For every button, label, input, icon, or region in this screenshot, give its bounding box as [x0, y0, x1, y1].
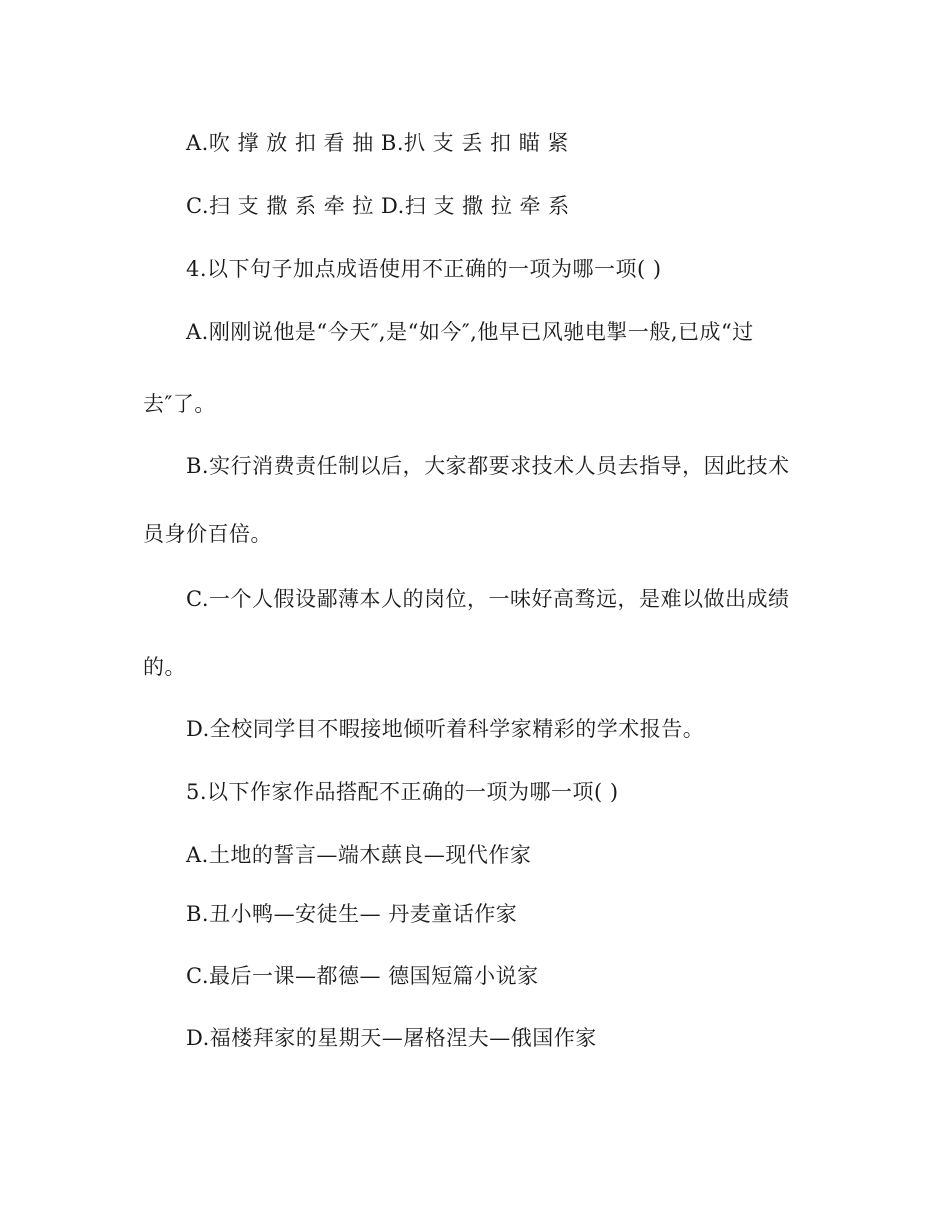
option-line-a-b: A.吹 撑 放 扣 看 抽 B.扒 支 丢 扣 瞄 紧 — [186, 131, 569, 155]
question-4-option-c: C.一个人假设鄙薄本人的岗位，一味好高骛远，是难以做出成绩 — [186, 587, 790, 611]
question-4: 4.以下句子加点成语使用不正确的一项为哪一项( ) — [186, 257, 662, 281]
question-5-option-b: B.丑小鸭—安徒生— 丹麦童话作家 — [186, 902, 518, 926]
question-4-option-b: B.实行消费责任制以后，大家都要求技术人员去指导，因此技术 — [186, 454, 790, 478]
question-5: 5.以下作家作品搭配不正确的一项为哪一项( ) — [186, 780, 619, 804]
question-4-option-b-continued: 员身价百倍。 — [143, 522, 272, 546]
option-line-c-d: C.扫 支 撒 系 牵 拉 D.扫 支 撒 拉 牵 系 — [186, 194, 570, 218]
question-4-option-d: D.全校同学目不暇接地倾听着科学家精彩的学术报告。 — [186, 717, 705, 741]
question-5-option-d: D.福楼拜家的星期天—屠格涅夫—俄国作家 — [186, 1026, 597, 1050]
question-4-option-a-continued: 去″了。 — [143, 392, 216, 416]
question-4-option-c-continued: 的。 — [143, 655, 186, 679]
question-5-option-c: C.最后一课—都德— 德国短篇小说家 — [186, 964, 539, 988]
question-4-option-a: A.刚刚说他是“今天″,是“如今″,他早已风驰电掣一般,已成“过 — [186, 320, 754, 344]
question-5-option-a: A.土地的誓言—端木蕻良—现代作家 — [186, 843, 532, 867]
